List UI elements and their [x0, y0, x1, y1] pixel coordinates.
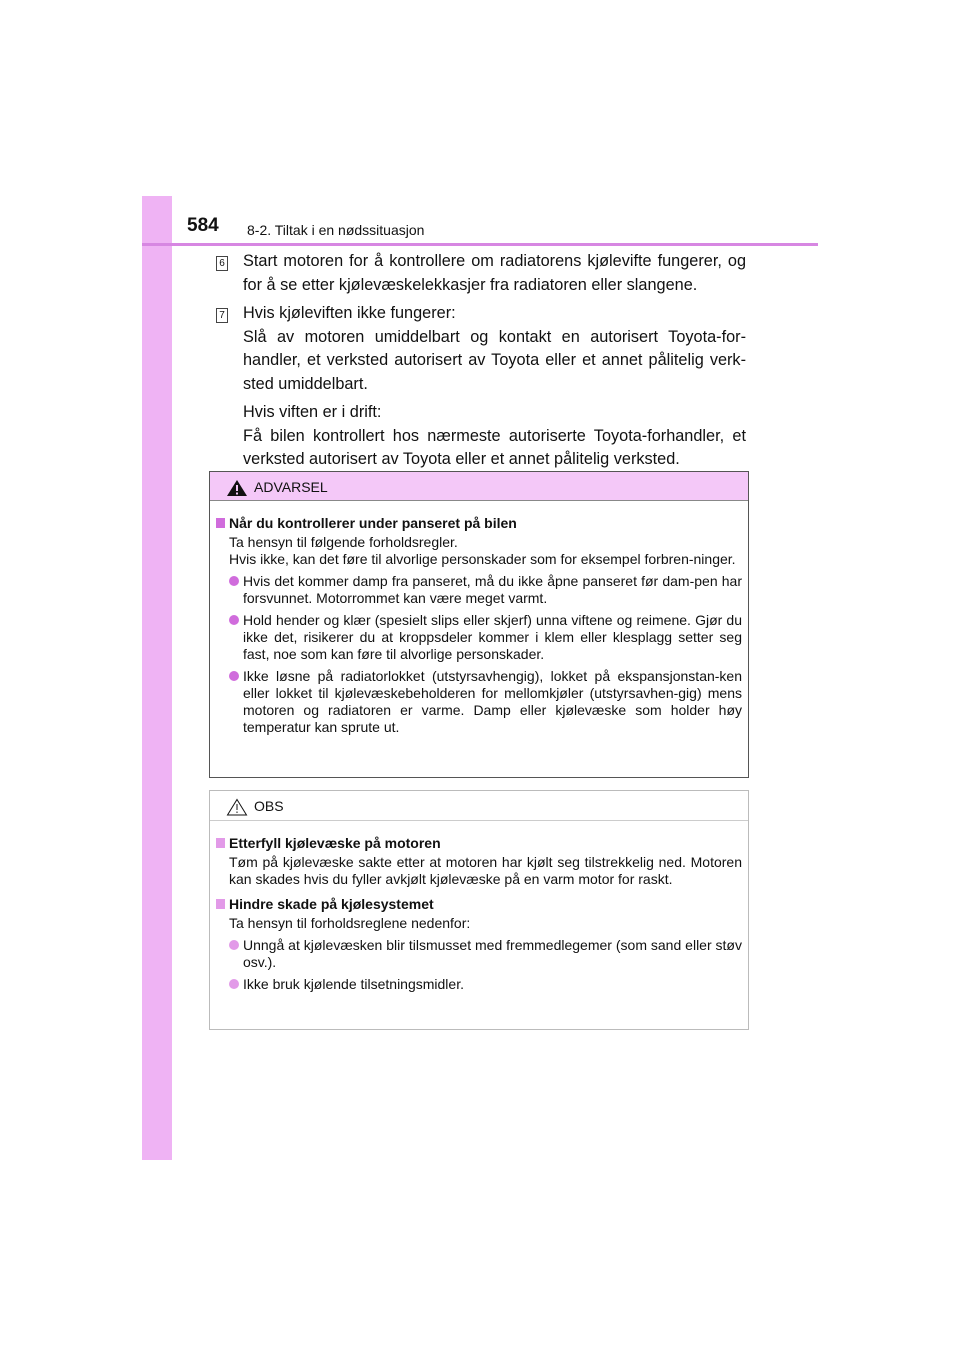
step-number-6: 6	[216, 256, 228, 271]
notice-topic-1: Etterfyll kjølevæske på motoren	[216, 835, 742, 852]
notice-text-1: Tøm på kjølevæske sakte etter at motoren har kjølt seg tilstrekkelig ned. Motoren kan skades hvis du fyller avkjølt kjølevæske på en varm motor for raskt.	[229, 854, 742, 887]
warning-header	[210, 472, 748, 501]
notice-bullet-2: Ikke bruk kjølende tilsetningsmidler.	[216, 976, 742, 993]
warning-intro-2: Hvis ikke, kan det føre til alvorlige personskader som for eksempel forbren-ninger.	[229, 551, 736, 567]
warning-body	[210, 501, 748, 736]
warning-triangle-icon	[226, 479, 248, 497]
page-number: 584	[187, 215, 219, 236]
warning-topic: Når du kontrollerer under panseret på bilen	[216, 515, 742, 532]
warning-bullet-2: Hold hender og klær (spesielt slips eller skjerf) unna viftene og reimene. Gjør du ikke det, risikerer du at kroppsdeler kommer i klem eller klesplagg setter seg fast, noe som kan føre til alvorlige personskader.	[216, 612, 742, 663]
notice-bullet-1: Unngå at kjølevæsken blir tilsmusset med fremmedlegemer (som sand eller støv osv.).	[216, 937, 742, 971]
header-rule	[142, 243, 818, 246]
notice-body	[210, 821, 748, 993]
step-6-text: Start motoren for å kontrollere om radiatorens kjølevifte fungerer, og for å se etter kjølevæskelekkasjer fra radiatoren eller slangene.	[243, 252, 746, 294]
notice-topic-2: Hindre skade på kjølesystemet	[216, 896, 742, 913]
warning-intro-1: Ta hensyn til følgende forholdsregler.	[229, 534, 458, 550]
notice-header	[210, 791, 748, 821]
warning-bullet-1: Hvis det kommer damp fra panseret, må du ikke åpne panseret før dam-pen har forsvunnet. Motorrommet kan være meget varmt.	[216, 573, 742, 607]
section-title: 8-2. Tiltak i en nødssituasjon	[247, 222, 425, 238]
step-number-7: 7	[216, 308, 228, 323]
step-7-line-4: Få bilen kontrollert hos nærmeste autoriserte Toyota-forhandler, et verksted autorisert av Toyota eller et annet pålitelig verksted.	[243, 426, 746, 468]
step-6	[216, 250, 746, 297]
notice-box	[209, 790, 749, 1030]
step-7	[216, 302, 746, 472]
chapter-side-band	[142, 196, 172, 1160]
notice-text-2: Ta hensyn til forholdsreglene nedenfor:	[229, 915, 471, 931]
step-7-line-1: Hvis kjøleviften ikke fungerer:	[243, 304, 456, 322]
notice-label: OBS	[254, 798, 284, 814]
step-7-line-2: Slå av motoren umiddelbart og kontakt en autorisert Toyota-for-handler, et verksted autorisert av Toyota eller et annet pålitelig verk-sted umiddelbart.	[243, 327, 746, 393]
warning-label: ADVARSEL	[254, 479, 328, 495]
warning-bullet-3: Ikke løsne på radiatorlokket (utstyrsavhengig), lokket på ekspansjonstan-ken eller lokket til kjølevæskebeholderen for mellomkjøler (utstyrsavhen-gig) mens motoren og radiatoren er varme. Damp eller kjølevæske som holder høy temperatur kan sprute ut.	[216, 668, 742, 736]
warning-box	[209, 471, 749, 778]
step-7-line-3: Hvis viften er i drift:	[243, 403, 382, 421]
steps-list	[216, 250, 746, 477]
caution-triangle-outline-icon	[226, 798, 248, 816]
